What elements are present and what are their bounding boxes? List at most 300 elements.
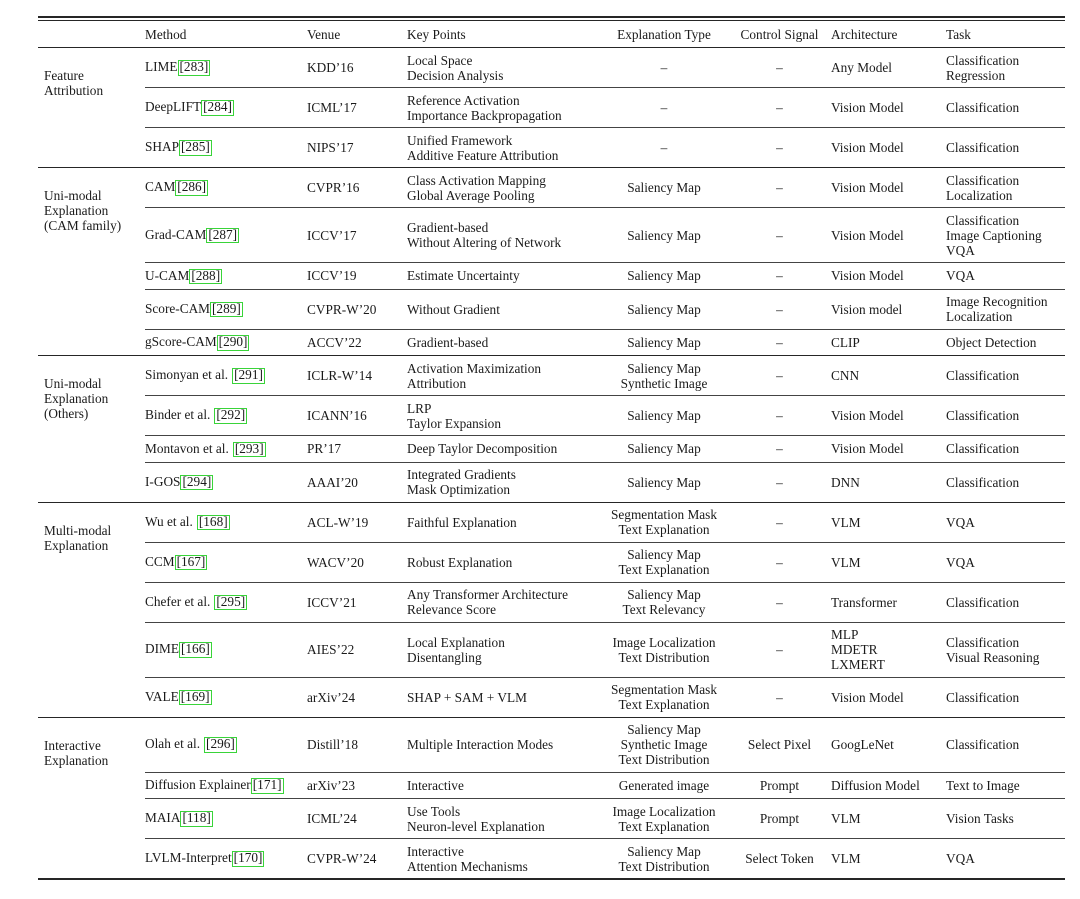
citation-link[interactable]: [118] — [182, 810, 211, 826]
task-cell — [946, 396, 1065, 436]
method-cell — [145, 622, 307, 677]
method-cell — [145, 799, 307, 839]
paper-table — [38, 20, 1065, 880]
cell-line: Synthetic Image — [620, 737, 708, 752]
cell-line: Text Explanation — [618, 522, 710, 537]
category-line: Interactive — [44, 737, 101, 753]
cell-line: Classification — [946, 689, 1020, 705]
cell-line: Localization — [946, 309, 1013, 324]
method-label: DeepLIFT — [145, 99, 202, 115]
task-cell — [946, 48, 1065, 88]
category-line: Uni-modal — [44, 376, 102, 391]
task-cell — [946, 622, 1065, 677]
method-label: Wu et al. — [145, 513, 193, 529]
task-cell — [946, 88, 1065, 128]
control-signal-cell: – — [728, 436, 831, 463]
cell-line: Neuron-level Explanation — [407, 818, 545, 834]
task-cell — [946, 356, 1065, 396]
architecture-cell — [831, 208, 946, 263]
method-label: Diffusion Explainer — [145, 777, 251, 792]
control-signal-cell: – — [728, 289, 831, 329]
venue-cell: AAAI’20 — [307, 462, 407, 502]
cell-line: LRP — [407, 400, 432, 416]
table-row — [38, 88, 1065, 128]
citation-link[interactable]: [288] — [191, 267, 221, 283]
category-line: Multi-modal — [44, 522, 112, 538]
cell-line: Attention Mechanisms — [407, 858, 528, 874]
control-signal-cell: – — [728, 677, 831, 717]
key-points-cell — [407, 799, 600, 839]
architecture-cell — [831, 717, 946, 772]
venue-cell: ACCV’22 — [307, 329, 407, 356]
cell-line: Interactive — [407, 777, 464, 793]
task-cell — [946, 289, 1065, 329]
citation-link[interactable]: [286] — [177, 179, 207, 195]
method-cell — [145, 208, 307, 263]
venue-cell: CVPR-W’20 — [307, 289, 407, 329]
citation-link[interactable]: [285] — [181, 139, 210, 155]
cell-line: Integrated Gradients — [407, 467, 516, 482]
cell-line: CNN — [831, 368, 860, 383]
control-signal-cell: – — [728, 208, 831, 263]
cell-line: Faithful Explanation — [407, 514, 517, 530]
architecture-cell — [831, 799, 946, 839]
control-signal-cell: – — [728, 462, 831, 502]
key-points-cell — [407, 289, 600, 329]
method-label: CAM — [145, 179, 176, 195]
category-line: Explanation — [44, 203, 109, 218]
cell-line: Classification — [946, 441, 1020, 457]
cell-line: Saliency Map — [627, 843, 701, 859]
key-points-cell — [407, 582, 600, 622]
cell-line: Saliency Map — [627, 547, 701, 562]
citation-link[interactable]: [166] — [180, 641, 210, 657]
cell-line: VQA — [946, 242, 975, 258]
task-cell — [946, 717, 1065, 772]
cell-line: Additive Feature Attribution — [407, 147, 559, 163]
explanation-type-cell — [600, 168, 728, 208]
cell-line: Diffusion Model — [831, 777, 920, 793]
venue-cell: ICML’17 — [307, 88, 407, 128]
cell-line: Text Explanation — [618, 562, 710, 577]
explanation-type-cell — [600, 356, 728, 396]
citation-link[interactable]: [169] — [180, 688, 210, 704]
control-signal-cell: Prompt — [728, 772, 831, 799]
venue-cell: ICCV’21 — [307, 582, 407, 622]
key-points-cell — [407, 622, 600, 677]
explanation-type-cell — [600, 396, 728, 436]
method-label: Grad-CAM — [145, 226, 207, 242]
cell-line: Decision Analysis — [407, 67, 504, 83]
cell-line: Gradient-based — [407, 334, 489, 350]
cell-line: Saliency Map — [627, 301, 701, 317]
task-cell — [946, 263, 1065, 290]
cell-line: Saliency Map — [627, 227, 701, 243]
cell-line: Saliency Map — [627, 334, 701, 350]
category-cell — [38, 356, 145, 503]
col-header-task: Task — [946, 21, 1065, 48]
key-points-cell — [407, 839, 600, 880]
method-label: Chefer et al. — [145, 593, 211, 609]
key-points-cell — [407, 542, 600, 582]
explanation-type-cell — [600, 772, 728, 799]
cell-line: Without Altering of Network — [407, 235, 562, 250]
cell-line: Segmentation Mask — [611, 507, 717, 522]
cell-line: – — [660, 140, 668, 155]
key-points-cell — [407, 48, 600, 88]
architecture-cell — [831, 168, 946, 208]
key-points-cell — [407, 717, 600, 772]
cell-line: – — [660, 100, 668, 115]
cell-line: Mask Optimization — [407, 482, 511, 497]
method-cell — [145, 677, 307, 717]
cell-line: Gradient-based — [407, 220, 489, 235]
method-cell — [145, 88, 307, 128]
explanation-type-cell — [600, 436, 728, 463]
cell-line: Generated image — [618, 777, 710, 793]
method-label: gScore-CAM — [145, 334, 217, 349]
cell-line: Local Space — [407, 52, 473, 68]
citation-link[interactable]: [289] — [212, 300, 241, 316]
cell-line: VQA — [946, 554, 975, 570]
cell-line: Classification — [946, 52, 1020, 68]
cell-line: Any Model — [831, 60, 892, 75]
cell-line: Vision Model — [831, 268, 904, 284]
venue-cell: arXiv’24 — [307, 677, 407, 717]
category-cell — [38, 717, 145, 879]
architecture-cell — [831, 582, 946, 622]
venue-cell: ICANN’16 — [307, 396, 407, 436]
cell-line: Saliency Map — [627, 408, 701, 423]
task-cell — [946, 582, 1065, 622]
cell-line: Classification — [946, 368, 1020, 383]
venue-cell: ICCV’17 — [307, 208, 407, 263]
cell-line: Vision model — [831, 301, 903, 317]
method-cell — [145, 289, 307, 329]
architecture-cell — [831, 772, 946, 799]
cell-line: Object Detection — [946, 334, 1037, 350]
cell-line: Relevance Score — [407, 602, 496, 617]
table-header — [38, 21, 1065, 48]
citation-link[interactable]: [296] — [206, 736, 235, 752]
cell-line: Local Explanation — [407, 634, 505, 650]
task-cell — [946, 799, 1065, 839]
method-cell — [145, 542, 307, 582]
cell-line: Saliency Map — [627, 180, 701, 195]
citation-link[interactable]: [295] — [216, 593, 246, 609]
category-cell — [38, 168, 145, 356]
task-cell — [946, 677, 1065, 717]
cell-line: Classification — [946, 474, 1020, 490]
cell-line: Saliency Map — [627, 722, 701, 737]
method-label: I-GOS — [145, 473, 181, 489]
col-header-explanation-type: Explanation Type — [600, 21, 728, 48]
explanation-type-cell — [600, 289, 728, 329]
category-line: Feature — [44, 68, 84, 83]
cell-line: Unified Framework — [407, 132, 513, 148]
citation-link[interactable]: [167] — [176, 553, 206, 569]
key-points-cell — [407, 356, 600, 396]
control-signal-cell: Select Token — [728, 839, 831, 880]
method-cell — [145, 329, 307, 356]
cell-line: VLM — [831, 554, 861, 570]
table-body — [38, 48, 1065, 880]
table-row — [38, 772, 1065, 799]
method-label: Binder et al. — [145, 407, 211, 423]
cell-line: Image Captioning — [946, 227, 1042, 243]
cell-line: DNN — [831, 474, 860, 490]
venue-cell: WACV’20 — [307, 542, 407, 582]
cell-line: VQA — [946, 851, 975, 866]
control-signal-cell: – — [728, 356, 831, 396]
method-label: LVLM-Interpret — [145, 850, 232, 866]
venue-cell: PR’17 — [307, 436, 407, 463]
key-points-cell — [407, 462, 600, 502]
venue-cell: CVPR’16 — [307, 168, 407, 208]
table-row — [38, 799, 1065, 839]
cell-line: Image Recognition — [946, 294, 1048, 309]
venue-cell: CVPR-W’24 — [307, 839, 407, 880]
key-points-cell — [407, 88, 600, 128]
architecture-cell — [831, 622, 946, 677]
category-cell — [38, 502, 145, 717]
architecture-cell — [831, 502, 946, 542]
key-points-cell — [407, 208, 600, 263]
citation-link[interactable]: [168] — [198, 513, 228, 529]
cell-line: Classification — [946, 594, 1020, 610]
col-header-method: Method — [145, 21, 307, 48]
method-label: Score-CAM — [145, 300, 210, 316]
cell-line: SHAP + SAM + VLM — [407, 689, 527, 705]
explanation-type-cell — [600, 208, 728, 263]
task-cell — [946, 128, 1065, 168]
cell-line: Localization — [946, 187, 1013, 203]
cell-line: Robust Explanation — [407, 554, 513, 570]
control-signal-cell: – — [728, 542, 831, 582]
cell-line: Interactive — [407, 843, 464, 859]
table-row — [38, 329, 1065, 356]
category-line: Attribution — [44, 83, 104, 98]
cell-line: Classification — [946, 212, 1020, 228]
task-cell — [946, 502, 1065, 542]
table-row — [38, 48, 1065, 88]
explanation-type-cell — [600, 329, 728, 356]
explanation-type-cell — [600, 799, 728, 839]
explanation-type-cell — [600, 677, 728, 717]
cell-line: Saliency Map — [627, 587, 701, 602]
cell-line: MDETR — [831, 642, 878, 657]
cell-line: Vision Model — [831, 140, 904, 155]
method-cell — [145, 462, 307, 502]
cell-line: Saliency Map — [627, 268, 701, 284]
table-row — [38, 502, 1065, 542]
cell-line: Classification — [946, 634, 1020, 650]
citation-link[interactable]: [291] — [234, 367, 263, 383]
key-points-cell — [407, 128, 600, 168]
key-points-cell — [407, 502, 600, 542]
table-row — [38, 436, 1065, 463]
col-header-control-signal: Control Signal — [728, 21, 831, 48]
cell-line: Saliency Map — [627, 474, 701, 490]
method-cell — [145, 502, 307, 542]
citation-link[interactable]: [292] — [216, 407, 246, 423]
citation-link[interactable]: [170] — [233, 850, 263, 866]
table-row — [38, 462, 1065, 502]
control-signal-cell: – — [728, 582, 831, 622]
citation-link[interactable]: [171] — [252, 777, 282, 792]
citation-link[interactable]: [290] — [218, 334, 248, 349]
control-signal-cell: – — [728, 329, 831, 356]
key-points-cell — [407, 263, 600, 290]
method-cell — [145, 582, 307, 622]
category-line: Uni-modal — [44, 188, 102, 203]
cell-line: Class Activation Mapping — [407, 172, 546, 188]
venue-cell: KDD’16 — [307, 48, 407, 88]
method-cell — [145, 128, 307, 168]
cell-line: VQA — [946, 514, 975, 530]
control-signal-cell: – — [728, 396, 831, 436]
category-line: (Others) — [44, 406, 89, 421]
cell-line: Any Transformer Architecture — [407, 587, 569, 602]
control-signal-cell: – — [728, 263, 831, 290]
cell-line: Taylor Expansion — [407, 415, 501, 431]
table-row — [38, 263, 1065, 290]
explanation-type-cell — [600, 263, 728, 290]
table-row — [38, 396, 1065, 436]
cell-line: Synthetic Image — [620, 375, 708, 391]
cell-line: Text to Image — [946, 777, 1020, 793]
cell-line: Use Tools — [407, 803, 461, 819]
cell-line: Vision Model — [831, 408, 904, 423]
cell-line: Deep Taylor Decomposition — [407, 441, 558, 457]
method-cell — [145, 48, 307, 88]
table-row — [38, 128, 1065, 168]
header-row — [38, 21, 1065, 48]
cell-line: MLP — [831, 627, 859, 642]
venue-cell: ACL-W’19 — [307, 502, 407, 542]
cell-line: Classification — [946, 100, 1020, 115]
explanation-type-cell — [600, 582, 728, 622]
cell-line: Saliency Map — [627, 441, 701, 457]
cell-line: Multiple Interaction Modes — [407, 737, 554, 752]
citation-link[interactable]: [294] — [182, 473, 212, 489]
control-signal-cell: – — [728, 48, 831, 88]
architecture-cell — [831, 289, 946, 329]
explanation-type-cell — [600, 839, 728, 880]
key-points-cell — [407, 168, 600, 208]
citation-link[interactable]: [287] — [208, 226, 238, 242]
control-signal-cell: – — [728, 622, 831, 677]
table-row — [38, 208, 1065, 263]
citation-link[interactable]: [284] — [203, 99, 232, 115]
explanation-type-cell — [600, 48, 728, 88]
architecture-cell — [831, 48, 946, 88]
table-row — [38, 168, 1065, 208]
cell-line: Text Explanation — [618, 818, 710, 834]
method-cell — [145, 168, 307, 208]
explanation-type-cell — [600, 622, 728, 677]
architecture-cell — [831, 677, 946, 717]
cell-line: Text Distribution — [618, 858, 710, 874]
explanation-type-cell — [600, 542, 728, 582]
table-row — [38, 582, 1065, 622]
cell-line: Vision Model — [831, 100, 904, 115]
venue-cell: ICLR-W’14 — [307, 356, 407, 396]
category-line: Explanation — [44, 752, 109, 768]
key-points-cell — [407, 396, 600, 436]
method-label: Montavon et al. — [145, 440, 229, 456]
cell-line: VLM — [831, 851, 861, 866]
key-points-cell — [407, 436, 600, 463]
cell-line: Classification — [946, 140, 1020, 155]
cell-line: Vision Model — [831, 227, 904, 243]
citation-link[interactable]: [293] — [234, 440, 264, 456]
table-row — [38, 677, 1065, 717]
venue-cell: ICML’24 — [307, 799, 407, 839]
cell-line: Classification — [946, 172, 1020, 188]
task-cell — [946, 839, 1065, 880]
method-label: CCM — [145, 553, 175, 569]
method-label: SHAP — [145, 139, 179, 155]
cell-line: VLM — [831, 514, 861, 530]
category-line: Explanation — [44, 391, 109, 406]
architecture-cell — [831, 356, 946, 396]
cell-line: Regression — [946, 67, 1006, 83]
table-row — [38, 717, 1065, 772]
explanation-type-cell — [600, 88, 728, 128]
task-cell — [946, 329, 1065, 356]
method-cell — [145, 263, 307, 290]
cell-line: Image Localization — [612, 634, 716, 650]
table-row — [38, 839, 1065, 880]
architecture-cell — [831, 436, 946, 463]
method-cell — [145, 436, 307, 463]
method-label: Simonyan et al. — [145, 367, 229, 383]
explanation-type-cell — [600, 128, 728, 168]
cell-line: Disentangling — [407, 649, 482, 665]
task-cell — [946, 436, 1065, 463]
cell-line: LXMERT — [831, 657, 885, 672]
table-row — [38, 289, 1065, 329]
method-label: LIME — [145, 59, 178, 75]
citation-link[interactable]: [283] — [179, 59, 209, 75]
venue-cell: AIES’22 — [307, 622, 407, 677]
cell-line: Reference Activation — [407, 92, 520, 108]
method-label: MAIA — [145, 810, 181, 826]
architecture-cell — [831, 462, 946, 502]
architecture-cell — [831, 839, 946, 880]
cell-line: Saliency Map — [627, 360, 701, 376]
cell-line: Segmentation Mask — [611, 682, 717, 697]
cell-line: Text Relevancy — [622, 602, 706, 617]
cell-line: GoogLeNet — [831, 737, 894, 752]
task-cell — [946, 208, 1065, 263]
method-cell — [145, 772, 307, 799]
explanation-type-cell — [600, 462, 728, 502]
control-signal-cell: – — [728, 88, 831, 128]
architecture-cell — [831, 263, 946, 290]
col-header-category — [38, 21, 145, 48]
table-row — [38, 542, 1065, 582]
cell-line: Vision Model — [831, 689, 904, 705]
method-label: VALE — [145, 688, 179, 704]
key-points-cell — [407, 772, 600, 799]
control-signal-cell: – — [728, 502, 831, 542]
cell-line: Without Gradient — [407, 301, 500, 317]
cell-line: Vision Tasks — [946, 811, 1014, 826]
method-cell — [145, 839, 307, 880]
venue-cell: Distill’18 — [307, 717, 407, 772]
